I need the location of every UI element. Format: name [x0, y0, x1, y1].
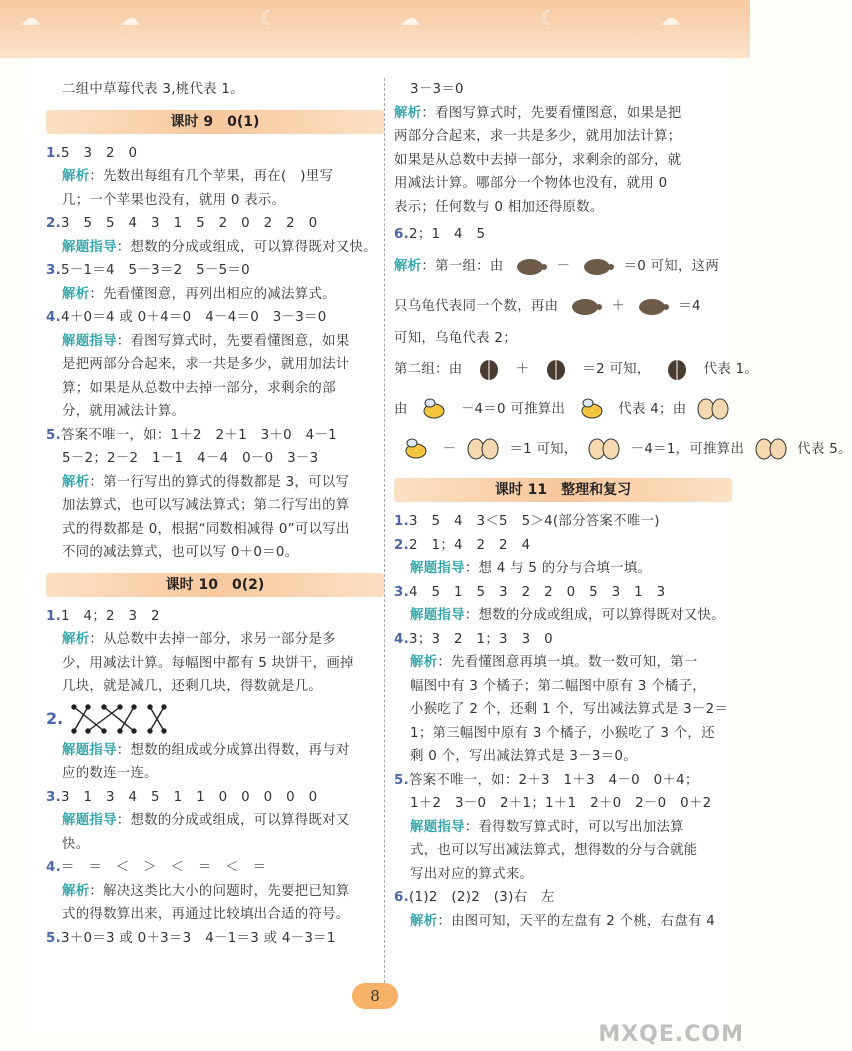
- explanation-text: ＝0 可知，这两: [623, 258, 720, 274]
- q-number: 2.: [46, 216, 62, 231]
- guidance-label: 解题指导: [62, 742, 117, 758]
- explanation-text: ：想数的分成或组成，可以算得既对又快。: [116, 239, 377, 255]
- q-number: 1.: [46, 145, 62, 161]
- watermark-logo: MXQE.COM: [598, 1022, 744, 1047]
- guidance-label: 解题指导: [62, 239, 117, 255]
- analysis-label: 解析: [394, 105, 422, 121]
- explanation-text: ：想数的组成或分成算出得数，再与对: [116, 742, 350, 758]
- explanation-text: ：看图写算式时，先要看懂图意，如果: [116, 333, 350, 349]
- moon-icon: ☾: [260, 6, 278, 30]
- beetle-icon: [659, 357, 695, 381]
- answer-text: 1＋2 3－0 2＋1；1＋1 2＋0 2－0 0＋2: [410, 796, 712, 811]
- beetle-icon: [471, 357, 507, 381]
- answer-text: 4 5 1 5 3 2 2 0 5 3 1 3: [409, 584, 666, 600]
- q-number: 3.: [46, 789, 62, 805]
- cloud-icon: ☁: [120, 6, 140, 30]
- q-number: 4.: [46, 860, 62, 875]
- explanation-text: ＝2 可知，: [582, 362, 651, 377]
- top-decorative-band: [0, 0, 750, 58]
- explanation-text: 应的数连一连。: [62, 766, 158, 781]
- butterfly-icon: [753, 437, 789, 461]
- q-number: 5.: [46, 930, 62, 946]
- q-number: 3.: [394, 584, 410, 600]
- explanation-text: 写出对应的算式来。: [410, 866, 534, 882]
- answer-text: 3；3 2 1；3 3 0: [409, 631, 553, 647]
- explanation-text: 算；如果是从总数中去掉一部分，求剩余的部: [62, 380, 336, 396]
- q-number: 3.: [46, 263, 62, 278]
- explanation-text: 如果是从总数中去掉一部分，求剩余的部分，就: [394, 152, 682, 168]
- explanation-text: 几；一个苹果也没有，就用 0 表示。: [62, 192, 286, 208]
- explanation-text: ：由图可知，天平的左盘有 2 个桃，右盘有 4: [437, 913, 716, 929]
- explanation-text: ＝4: [678, 298, 701, 314]
- answer-text: 答案不唯一，如：2＋3 1＋3 4－0 0＋4；: [409, 772, 699, 788]
- explanation-text: ：第一行写出的算式的得数都是 3，可以写: [89, 474, 350, 490]
- turtle-icon: [567, 294, 603, 318]
- answer-page: [22, 58, 852, 1033]
- q-number: 4.: [394, 631, 410, 647]
- answer-text: 5－1＝4 5－3＝2 5－5＝0: [61, 263, 250, 278]
- explanation-text: 不同的减法算式，也可以写 0＋0＝0。: [62, 545, 299, 560]
- explanation-text: 几块，就是减几，还剩几块，得数就是几。: [62, 679, 323, 694]
- explanation-text: 表示；任何数与 0 相加还得原数。: [394, 199, 604, 215]
- explanation-text: －4＝1，可推算出: [630, 442, 745, 457]
- explanation-text: 分，就用减法计算。: [62, 404, 186, 419]
- explanation-text: ：想数的分成或组成，可以算得既对又快。: [464, 608, 725, 623]
- butterfly-icon: [695, 397, 731, 421]
- q-number: 5.: [394, 772, 410, 788]
- answer-text: 4＋0＝4 或 0＋4＝0 4－4＝0 3－3＝0: [61, 310, 327, 325]
- matching-lines-figure: [68, 701, 178, 737]
- explanation-text: ：看得数写算式时，可以写出加法算: [464, 819, 684, 835]
- explanation-text: ：先看懂图意，再列出相应的减法算式。: [89, 286, 336, 302]
- analysis-label: 解析: [62, 632, 90, 647]
- guidance-label: 解题指导: [410, 819, 465, 835]
- explanation-text: 由: [394, 402, 408, 417]
- q-number: 1.: [394, 514, 410, 529]
- answer-text: 5－2；2－2 1－1 4－4 0－0 3－3: [62, 451, 319, 466]
- answer-text: 3 5 5 4 3 1 5 2 0 2 2 0: [61, 216, 318, 231]
- explanation-text: 加法算式，也可以写减法算式；第二行写出的算: [62, 498, 350, 513]
- plus-sign: ＋: [611, 298, 626, 314]
- q-number: 1.: [46, 608, 62, 624]
- answer-text: 3 5 4 3＜5 5＞4(部分答案不唯一): [409, 514, 660, 529]
- turtle-icon: [634, 294, 670, 318]
- explanation-text: ：想数的分成或组成，可以算得既对又: [116, 813, 350, 828]
- explanation-text: ：看图写算式时，先要看懂图意，如果是把: [421, 105, 682, 121]
- q-number: 6.: [394, 890, 410, 905]
- analysis-label: 解析: [62, 169, 90, 184]
- explanation-text: 式的得数都是 0，根据“同数相减得 0”可以写出: [62, 521, 350, 537]
- turtle-icon: [512, 254, 548, 278]
- bee-icon: [416, 397, 452, 421]
- left-column: [46, 58, 384, 950]
- section-header-11: 课时 11 整理和复习: [394, 478, 732, 502]
- analysis-label: 解析: [62, 883, 90, 899]
- answer-text: 1 4；2 3 2: [61, 608, 160, 624]
- column-divider: [384, 78, 385, 1008]
- explanation-text: 快。: [62, 836, 90, 852]
- explanation-text: 代表 4；由: [618, 402, 687, 417]
- explanation-text: 用减法计算。哪部分一个物体也没有，就用 0: [394, 176, 668, 191]
- explanation-text: 幅图中有 3 个橘子；第二幅图中原有 3 个橘子，: [410, 678, 706, 694]
- minus-sign: －: [556, 258, 571, 274]
- bee-icon: [574, 397, 610, 421]
- explanation-text: 1；第三幅图中原有 3 个橘子，小猴吃了 3 个，还: [410, 725, 715, 741]
- q-number: 6.: [394, 227, 410, 242]
- right-column: [394, 58, 852, 933]
- answer-text: 3－3＝0: [410, 82, 464, 97]
- bee-icon: [398, 437, 434, 461]
- butterfly-icon: [465, 437, 501, 461]
- explanation-text: 剩 0 个，写出减法算式是 3－3＝0。: [410, 749, 637, 764]
- explanation-text: 代表 1。: [703, 362, 759, 377]
- plus-sign: ＋: [515, 362, 530, 377]
- answer-text: 答案不唯一，如：1＋2 2＋1 3＋0 4－1: [61, 427, 337, 443]
- guidance-label: 解题指导: [410, 608, 465, 623]
- intro-text: 二组中草莓代表 3,桃代表 1。: [62, 82, 244, 97]
- section-header-10: 课时 10 0(2): [46, 573, 384, 597]
- explanation-text: 是把两部分合起来，求一共是多少，就用加法计: [62, 357, 350, 372]
- cloud-icon: ☁: [660, 6, 680, 30]
- answer-text: 5 3 2 0: [61, 145, 138, 161]
- q-number: 2.: [46, 708, 64, 728]
- explanation-text: 小猴吃了 2 个，还剩 1 个，写出减法算式是 3－2＝: [410, 702, 729, 717]
- cloud-icon: ☁: [400, 6, 420, 30]
- guidance-label: 解题指导: [62, 333, 117, 349]
- explanation-text: 代表 5。: [797, 442, 852, 457]
- explanation-text: ：第一组：由: [421, 258, 504, 274]
- answer-text: 2 1；4 2 2 4: [409, 537, 531, 553]
- explanation-text: 少，用减法计算。每幅图中都有 5 块饼干，画掉: [62, 655, 354, 671]
- answer-text: (1)2 (2)2 (3)右 左: [409, 890, 555, 905]
- analysis-label: 解析: [394, 258, 422, 274]
- answer-text: 3 1 3 4 5 1 1 0 0 0 0 0: [61, 789, 318, 805]
- beetle-icon: [538, 357, 574, 381]
- explanation-text: －4＝0 可推算出: [460, 402, 566, 417]
- explanation-text: ：从总数中去掉一部分，求另一部分是多: [89, 632, 336, 647]
- explanation-text: 只乌龟代表同一个数，再由: [394, 298, 559, 314]
- explanation-text: ：先数出每组有几个苹果，再在( )里写: [89, 169, 334, 184]
- explanation-text: ＝1 可知，: [509, 442, 578, 457]
- explanation-text: ：先看懂图意再填一填。数一数可知，第一: [437, 655, 698, 670]
- explanation-text: 两部分合起来，求一共是多少，就用加法计算；: [394, 129, 682, 144]
- moon-icon: ☾: [540, 6, 558, 30]
- cloud-icon: ☁: [20, 6, 40, 30]
- guidance-label: 解题指导: [62, 813, 117, 828]
- q-number: 4.: [46, 310, 62, 325]
- q-number: 5.: [46, 427, 62, 443]
- answer-text: 2；1 4 5: [409, 227, 486, 242]
- analysis-label: 解析: [410, 655, 438, 670]
- minus-sign: －: [442, 442, 457, 457]
- explanation-text: ：想 4 与 5 的分与合填一填。: [464, 561, 652, 576]
- explanation-text: 式，也可以写出减法算式，想得数的分与合就能: [410, 843, 698, 858]
- explanation-text: 第二组：由: [394, 362, 463, 377]
- q-number: 2.: [394, 537, 410, 553]
- answer-text: ＝ ＝ ＜ ＞ ＜ ＝ ＜ ＝: [61, 860, 267, 875]
- guidance-label: 解题指导: [410, 561, 465, 576]
- butterfly-icon: [586, 437, 622, 461]
- analysis-label: 解析: [410, 913, 438, 929]
- section-header-9: 课时 9 0(1): [46, 110, 384, 134]
- explanation-text: 可知，乌龟代表 2；: [394, 330, 517, 346]
- analysis-label: 解析: [62, 286, 90, 302]
- explanation-text: ：解决这类比大小的问题时，先要把已知算: [89, 883, 350, 899]
- answer-text: 3＋0＝3 或 0＋3＝3 4－1＝3 或 4－3＝1: [61, 930, 336, 946]
- page-number: 8: [352, 983, 398, 1009]
- analysis-label: 解析: [62, 474, 90, 490]
- turtle-icon: [579, 254, 615, 278]
- explanation-text: 式的得数算出来，再通过比较填出合适的符号。: [62, 907, 350, 922]
